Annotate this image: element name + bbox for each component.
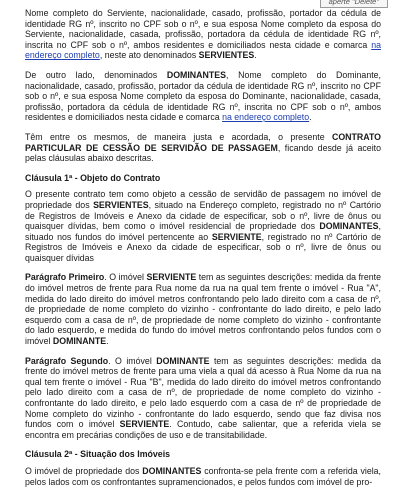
p5-b1: SERVIENTE (146, 272, 197, 283)
p4-t2: , situado na Endereço completo, registrado no nº Cartório de Registros de Imóveis e Anexo da cidade de especificar, sob o nº, livre de ônus ou quaisquer dívidas, bem como o imóvel residencial de propriedade dos (25, 199, 381, 232)
p2-bold-dominantes: DOMINANTES (166, 69, 226, 80)
hint-prefix: aperte (328, 0, 350, 6)
p5-b2: DOMINANTE (52, 336, 107, 347)
paragraph-serviente-parties (25, 8, 381, 61)
p4-b2: DOMINANTES (319, 221, 379, 232)
paragraph-dominante-parties (25, 70, 381, 123)
p1-end: . (254, 50, 257, 61)
clause-2-title: Cláusula 2ª - Situação dos Imóveis (25, 449, 171, 460)
delete-hint-box (320, 0, 388, 8)
p1-text: Nome completo do Serviente, nacionalidade, casado, profissão, portador da cédula de identidade RG nº, inscrito no CPF sob o nº, e sua esposa Nome completo da esposa do Serviente, nacionalidade, casada, profissão, portadora da cédula de identidade RG nº, inscrita no CPF sob o nº, ambos residentes e domiciliados nesta cidade e comarca (25, 8, 381, 50)
contract-document (25, 8, 381, 496)
p6-b1: DOMINANTE (156, 355, 210, 366)
p4-b1: SERVIENTES (93, 199, 149, 210)
p7-t2: confronta-se pela frente com a referida viela, pelos lados com os confrontantes supramencionados, e pelos fundos com imóvel de pro- (25, 465, 382, 487)
p1-bold-servientes: SERVIENTES (198, 50, 255, 61)
p6-t1: . O imóvel (108, 355, 157, 366)
p5-t2: tem as seguintes descrições: medida da frente do imóvel metros de frente para Rua nome da rua na qual tem frente o imóvel - Rua "A", medida do lado direito do imóvel metros confrontando pelo lado direito com a casa de nº, de propriedade de nome completo do vizinho - confrontante do lado direito, e pelo lado esquerdo com a casa de nº, de propriedade de nome completo do vizinho - confrontante do lado esquerdo, e medida do fundo do imóvel metros confrontando pelos fundos com o imóvel (25, 272, 381, 347)
p5-label: Parágrafo Primeiro (25, 272, 105, 283)
dominante-address-link[interactable]: na endereço completo (222, 112, 310, 123)
p7-b1: DOMINANTES (142, 465, 202, 476)
p2-end: . (309, 112, 312, 123)
p1-mid: , neste ato denominados (99, 50, 199, 61)
p5-end: . (106, 336, 109, 347)
p4-b3: SERVIENTE (211, 231, 262, 242)
paragraph-agreement (25, 132, 381, 164)
clause-1-title: Cláusula 1ª - Objeto do Contrato (25, 172, 161, 183)
p2-t2: , Nome completo do Dominante, nacionalidade, casado, profissão, portador da cédula de identidade RG nº, inscrito no CPF sob o nº, e sua esposa Nome completo da esposa do Dominante, nacionalidade, casada, profissão, portadora da cédula de identidade RG nº, inscrita no CPF sob o nº, ambos residentes e domiciliados nesta cidade e comarca (25, 69, 382, 123)
hint-key: "Delete" (351, 0, 379, 6)
p2-t1: De outro lado, denominados (25, 69, 167, 80)
p4-t1: O presente contrato tem como objeto a cessão de servidão de passagem no imóvel de propriedade dos (25, 189, 381, 210)
paragraph-second (25, 356, 381, 441)
p7-t1: O imóvel de propriedade dos (25, 465, 143, 476)
p5-t1: . O imóvel (104, 272, 147, 283)
p3-t2: , ficando desde já aceito pelas cláusulas abaixo descritas. (25, 142, 381, 164)
paragraph-first (25, 272, 381, 346)
serviente-address-link[interactable]: na endereço completo (25, 39, 381, 61)
p6-label: Parágrafo Segundo (25, 355, 109, 366)
p3-bold-contract-name: CONTRATO PARTICULAR DE CESSÃO DE SERVIDÃO DE PASSAGEM (25, 131, 381, 153)
p6-t3: . Contudo, cabe salientar, que a referida viela se encontra em precárias condições de uso e de transitabilidade. (25, 419, 381, 440)
p4-t3: , situado nos fundos do imóvel pertencente ao (25, 221, 381, 242)
p4-t4: , registrado no nº Cartório de Registros de Imóveis e Anexo da cidade de especificar, sob o nº, livre de ônus ou quaisquer dívidas (25, 231, 381, 263)
paragraph-property-situation (25, 466, 381, 487)
p6-t2: tem as seguintes descrições: medida da frente do imóvel metros de frente para uma viela a qual dá acesso à Rua Nome da rua na qual tem frente o imóvel - Rua "B", medida do lado direito do imóvel metros confrontando pelo lado direito com a casa de nº, de propriedade de nome completo do vizinho - confrontante do lado direito, e pelo lado esquerdo com a casa de nº de propriedade de Nome completo do vizinho - confrontante do lado esquerdo, sendo que faz divisa nos fundos com o imóvel (25, 355, 381, 430)
p3-t1: Têm entre os mesmos, de maneira justa e acordada, o presente (25, 131, 332, 142)
p6-b2: SERVIENTE (119, 419, 170, 430)
paragraph-contract-object (25, 189, 381, 263)
